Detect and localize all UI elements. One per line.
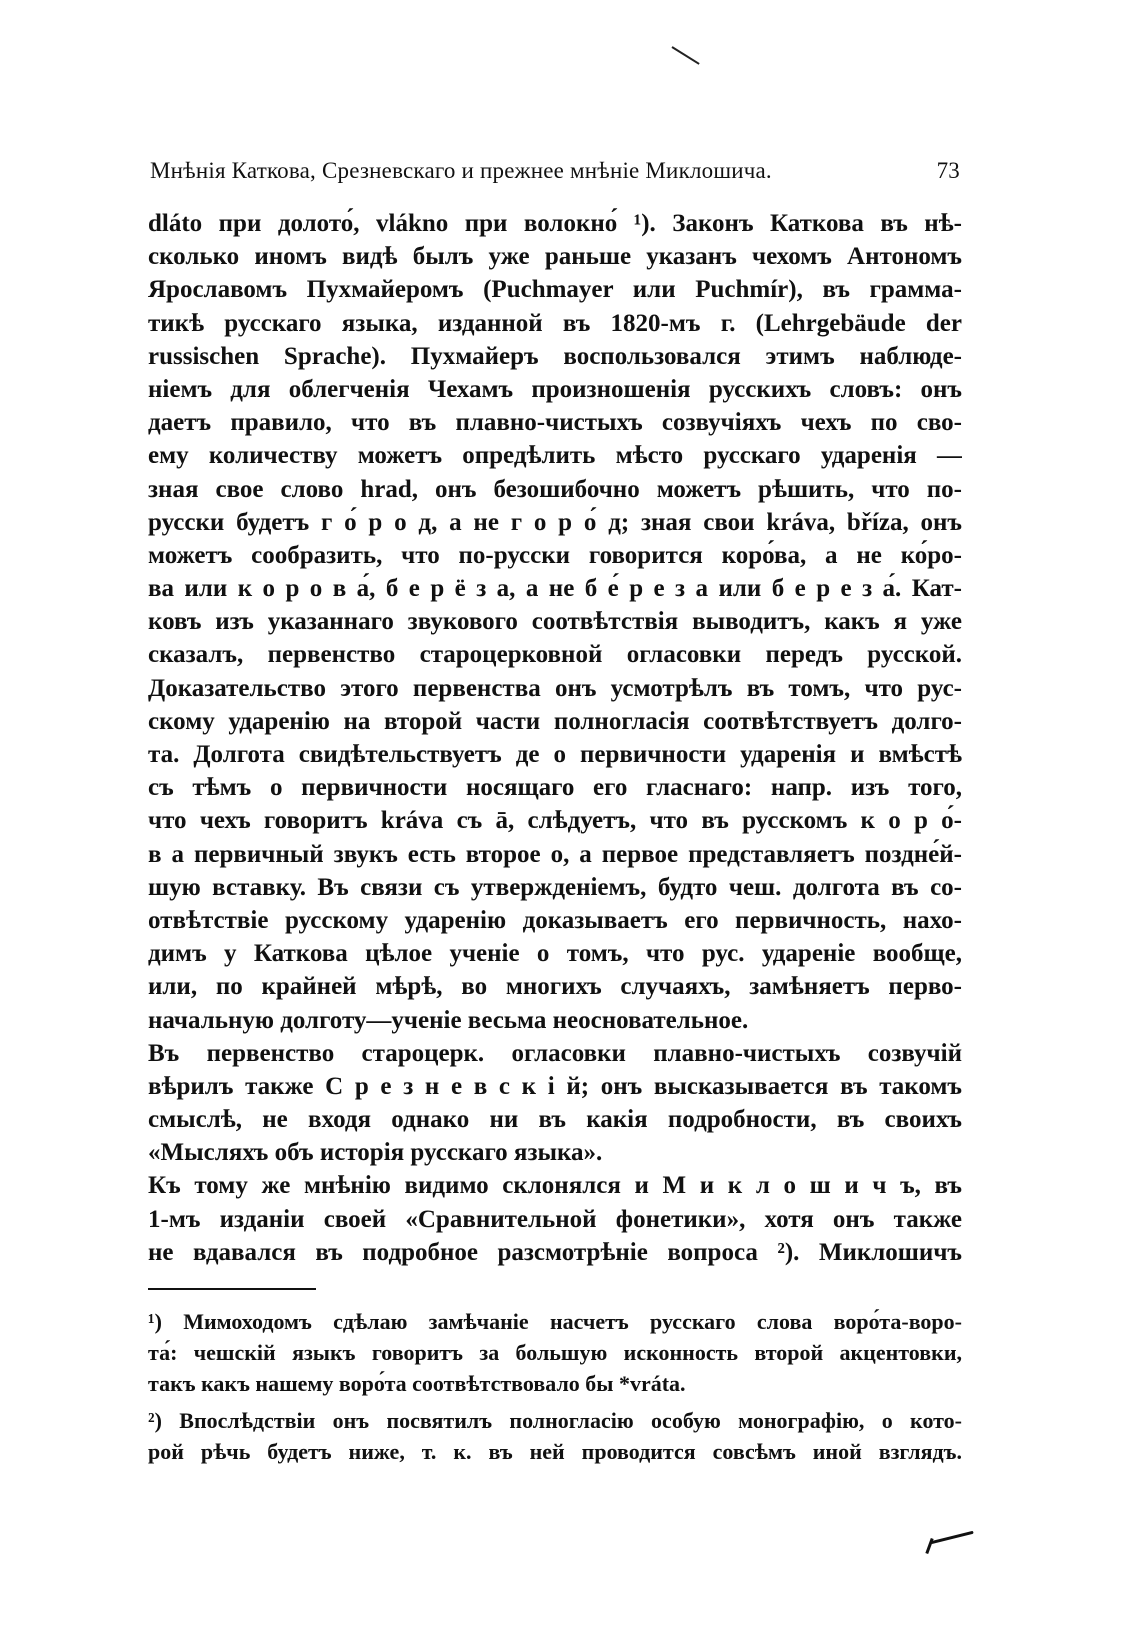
text-line: ему количеству можетъ опредѣлить мѣсто русскаго ударенія — bbox=[148, 442, 962, 470]
end-ornament bbox=[930, 1531, 973, 1545]
text-line: сколько иномъ видѣ былъ уже раньше указанъ чехомъ Антономъ bbox=[148, 243, 962, 271]
text-line: съ тѣмъ о первичности носящаго его гласнаго: напр. изъ того, bbox=[148, 774, 962, 802]
footnote-divider bbox=[148, 1288, 316, 1290]
text-line: сказалъ, первенство староцерковной огласовки передъ русской. bbox=[148, 641, 962, 669]
text-line: 1-мъ изданіи своей «Сравнительной фонетики», хотя онъ также bbox=[148, 1205, 962, 1233]
text-line: в а первичный звукъ есть второе о, а первое представляетъ поздне́й- bbox=[148, 840, 962, 868]
text-line: отвѣтствіе русскому ударенію доказываетъ его первичность, нахо- bbox=[148, 906, 962, 934]
end-ornament-tail bbox=[925, 1538, 933, 1554]
text-line: russischen Sprache). Пухмайеръ воспользовался этимъ наблюде- bbox=[148, 342, 962, 370]
body-text bbox=[148, 207, 962, 1269]
running-title: Мнѣнія Каткова, Срезневскаго и прежнее мнѣніе Миклошича. bbox=[150, 158, 772, 183]
running-header bbox=[150, 158, 960, 196]
text-line: не вдавался въ подробное разсмотрѣніе вопроса ²). Миклошичъ bbox=[148, 1238, 962, 1266]
text-line: Въ первенство староцерк. огласовки плавно-чистыхъ созвучій bbox=[148, 1039, 962, 1067]
footnote-line: рой рѣчь будетъ ниже, т. к. въ ней проводится совсѣмъ иной взглядъ. bbox=[148, 1439, 962, 1464]
text-line: dláto при долото́, vlákno при волокно́ ¹). Законъ Каткова въ нѣ- bbox=[148, 210, 962, 237]
text-line: димъ у Каткова цѣлое ученіе о томъ, что рус. удареніе вообще, bbox=[148, 940, 962, 968]
text-line: шую вставку. Въ связи съ утвержденіемъ, будто чеш. долгота въ со- bbox=[148, 873, 962, 901]
text-line: смыслѣ, не входя однако ни въ какія подробности, въ своихъ bbox=[148, 1106, 962, 1134]
text-line: та. Долгота свидѣтельствуетъ де о первичности ударенія и вмѣстѣ bbox=[148, 741, 962, 768]
footnote-line: такъ какъ нашему воро́та соотвѣтствовало бы *vráta. bbox=[148, 1371, 686, 1396]
footnotes bbox=[148, 1306, 962, 1467]
scan-artifact-mark bbox=[671, 46, 699, 65]
text-line: ва или к о р о в а́, б е р ё з а, а не б е́ р е з а или б е р е з а́. Кат- bbox=[148, 575, 962, 603]
text-line: начальную долготу—ученіе весьма неосновательное. bbox=[148, 1006, 749, 1034]
text-line: ковъ изъ указаннаго звукового соотвѣтствія выводитъ, какъ я уже bbox=[148, 608, 962, 636]
text-line: что чехъ говоритъ kráva съ ā, слѣдуетъ, что въ русскомъ к о р о́- bbox=[148, 807, 962, 835]
text-line: тикѣ русскаго языка, изданной въ 1820-мъ г. (Lehrgebäude der bbox=[148, 309, 962, 337]
text-line: Ярославомъ Пухмайеромъ (Puchmayer или Puchmír), въ грамма- bbox=[148, 276, 962, 304]
text-line: вѣрилъ также С р е з н е в с к і й; онъ высказывается въ такомъ bbox=[148, 1072, 962, 1100]
footnote-line: та́: чешскій языкъ говоритъ за большую исконность второй акцентовки, bbox=[148, 1340, 962, 1365]
footnote-line: ¹) Мимоходомъ сдѣлаю замѣчаніе насчетъ русскаго слова воро́та-воро- bbox=[148, 1309, 962, 1334]
page-number: 73 bbox=[936, 158, 960, 183]
text-line: русски будетъ г о́ р о д, а не г о р о́ д; зная свои kráva, bříza, онъ bbox=[148, 508, 962, 536]
text-line: Къ тому же мнѣнію видимо склонялся и М и к л о ш и ч ъ, въ bbox=[148, 1172, 962, 1200]
footnote bbox=[148, 1405, 962, 1467]
text-line: «Мысляхъ объ исторія русскаго языка». bbox=[148, 1139, 603, 1167]
text-line: зная свое слово hrad, онъ безошибочно можетъ рѣшить, что по- bbox=[148, 475, 962, 503]
text-line: даетъ правило, что въ плавно-чистыхъ созвучіяхъ чехъ по сво- bbox=[148, 409, 962, 437]
text-line: или, по крайней мѣрѣ, во многихъ случаяхъ, замѣняетъ перво- bbox=[148, 973, 962, 1001]
text-line: можетъ сообразить, что по-русски говорится коро́ва, а не ко́ро- bbox=[148, 541, 962, 569]
text-line: ніемъ для облегченія Чехамъ произношенія русскихъ словъ: онъ bbox=[148, 375, 962, 403]
footnote-line: ²) Впослѣдствіи онъ посвятилъ полногласію особую монографію, о кото- bbox=[148, 1408, 962, 1433]
footnote bbox=[148, 1306, 962, 1399]
text-line: Доказательство этого первенства онъ усмотрѣлъ въ томъ, что рус- bbox=[148, 674, 962, 702]
text-line: скому ударенію на второй части полногласія соотвѣтствуетъ долго- bbox=[148, 707, 962, 735]
